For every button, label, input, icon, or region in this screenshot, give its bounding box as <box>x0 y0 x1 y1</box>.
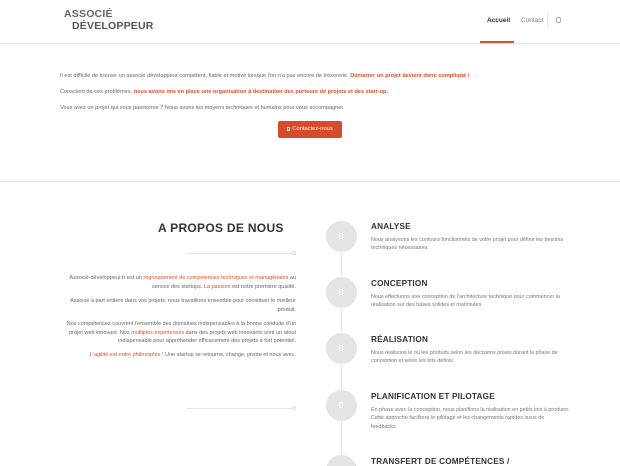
magnifier-icon <box>326 221 357 252</box>
about-title: A PROPOS DE NOUS <box>158 221 284 235</box>
contact-button[interactable] <box>278 121 342 138</box>
logo-line-2: DÉVELOPPEUR <box>72 19 154 32</box>
about-text <box>60 274 296 365</box>
about-paragraph-2: Associé à part entière dans vos projets, nous travaillons ensemble pour constituer le meilleur produit. <box>70 297 296 313</box>
intro-section <box>60 72 580 120</box>
intro-paragraph-2: Conscient de ces problèmes, nous avons mis en place une organisation à destination des porteurs de projets et des start-up. <box>60 89 388 95</box>
site-logo[interactable] <box>64 9 154 31</box>
site-header <box>0 0 620 44</box>
step-desc-analyse: Nous analysons les contours fonctionnels de votre projet pour définir les besoins techniques nécessaires. <box>371 237 564 252</box>
intro-paragraph-3: Vous avez un projet qui vous passionne ? Nous avons les moyens techniques et humains pour vous accompagner. <box>60 105 345 111</box>
bottom-rule <box>186 408 294 409</box>
intro-highlight-2: nous avons mis en place une organisation à destination des porteurs de projets et des start-up. <box>133 89 388 95</box>
mail-icon <box>287 127 290 131</box>
step-title-conception: CONCEPTION <box>371 279 428 288</box>
step-title-transfert: TRANSFERT DE COMPÉTENCES / <box>371 457 510 466</box>
search-icon[interactable] <box>556 17 561 23</box>
nav-item-accueil[interactable]: Accueil <box>487 17 511 24</box>
users-icon <box>326 455 357 466</box>
title-rule <box>186 253 294 254</box>
step-desc-realisation: Nous réalisons le ou les produits selon les décisions prises durant la phase de conception et selon les lots définis. <box>371 350 558 365</box>
title-rule-dot <box>292 251 296 255</box>
nav-item-contact[interactable]: Contact <box>521 17 544 24</box>
section-divider <box>0 181 620 182</box>
calendar-icon <box>326 390 357 421</box>
logo-line-1: ASSOCIÉ <box>64 8 113 20</box>
intro-paragraph-1: Il est difficile de trouver un associé développeur compétent, fiable et motivé lorsque l'on n'a pas encore de trésorerie. Démarrer un projet devient donc compliqué ! <box>60 73 470 79</box>
intro-highlight-1: Démarrer un projet devient donc compliqué ! <box>350 73 470 79</box>
bottom-rule-dot <box>292 406 296 410</box>
about-paragraph-1: Associé-développeur.fr est un regroupement de compétences techniques et managériales au service des startups. La passion est notre première qualité. <box>69 275 296 290</box>
step-title-planification: PLANIFICATION ET PILOTAGE <box>371 392 495 401</box>
pencil-icon <box>326 277 357 308</box>
contact-button-label: Contactez-nous <box>292 126 333 132</box>
step-title-analyse: ANALYSE <box>371 222 411 231</box>
about-paragraph-4: L'agilité est notre philosophie ! Une startup se retourne, change, pivote et nous avec. <box>89 352 296 359</box>
step-desc-planification: En phase avec la conception, nous planifions la réalisation en petits lots à produire. Cette approche facilitera le pilotage et les changements rapides issus de feedbacks. <box>371 407 570 430</box>
code-icon <box>326 333 357 364</box>
nav-divider <box>547 13 548 27</box>
step-desc-conception: Nous effectuons une conception de l'architecture technique pour commencer la réalisation sur des bases solides et maîtrisées. <box>371 294 560 309</box>
step-title-realisation: RÉALISATION <box>371 335 429 344</box>
active-nav-indicator <box>480 41 514 43</box>
about-paragraph-3: Nos compétences couvrent l'ensemble des domaines indispensables à la bonne conduite d'un projet web innovant. Nos multiples expériences dans des projets web innovants sont un atout indispensable pour appréhender efficacement des projets à fort potentiel. <box>66 320 296 345</box>
